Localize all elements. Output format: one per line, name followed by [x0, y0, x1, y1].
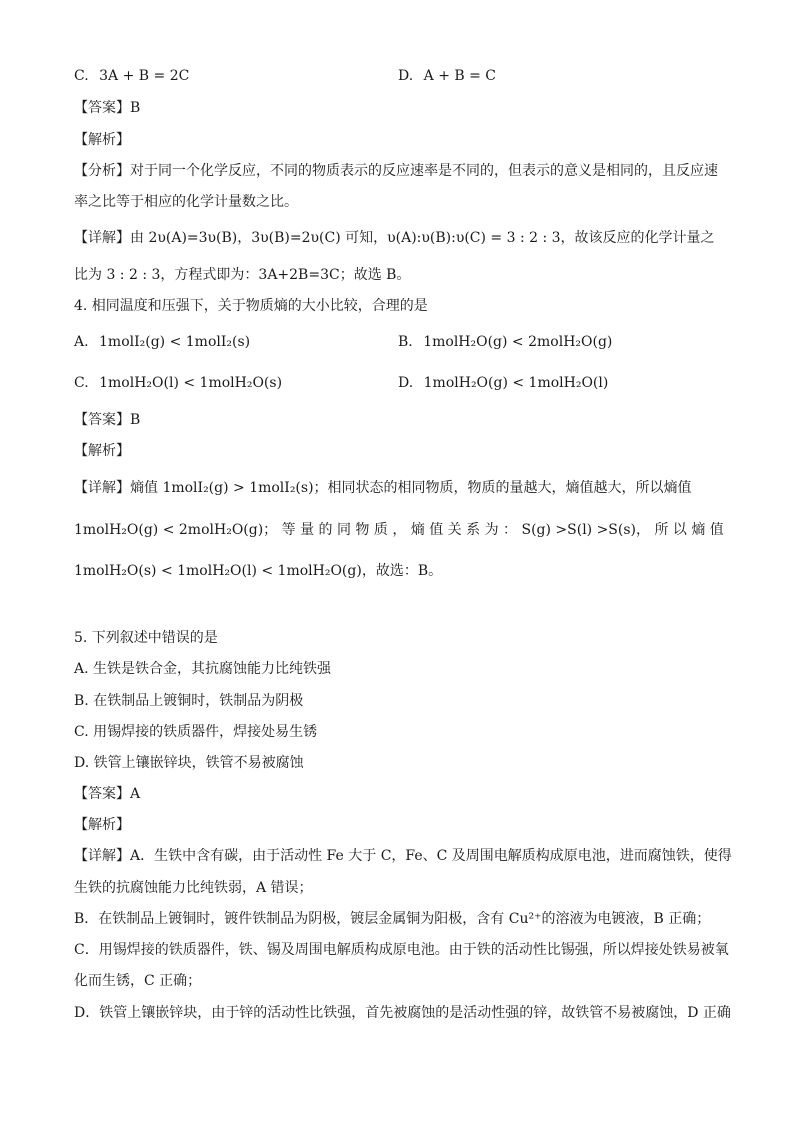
- option-label: D.: [398, 375, 414, 391]
- q5-detail-c2: 化而生锈，C 正确；: [74, 973, 202, 989]
- answer-tag: 【答案】: [74, 100, 130, 116]
- q5-detail-d1: D．铁管上镶嵌锌块，由于锌的活动性比铁强，首先被腐蚀的是活动性强的锌，故铁管不易被腐蚀，D 正确: [74, 1005, 731, 1021]
- detail-tag: 【详解】: [74, 480, 130, 496]
- option-label: D.: [398, 68, 414, 84]
- q5-option-c: C. 用锡焊接的铁质器件，焊接处易生锈: [74, 724, 318, 740]
- q3-option-d: [398, 66, 496, 86]
- detail-tag: 【详解】: [74, 230, 130, 246]
- option-text: 3A + B = 2C: [99, 68, 190, 84]
- q4-detail-line1: [74, 478, 692, 498]
- q4-option-d: [398, 373, 608, 393]
- q4-option-a: [74, 332, 250, 352]
- q4-option-c: [74, 373, 282, 393]
- q5-detail-a2: 生铁的抗腐蚀能力比纯铁弱，A 错误；: [74, 880, 313, 896]
- detail-text: 由 2υ(A)=3υ(B)，3υ(B)=2υ(C) 可知，υ(A):υ(B):υ(C) = 3 : 2 : 3，故该反应的化学计量之: [130, 230, 715, 246]
- q5-answer: [74, 784, 140, 804]
- q5-detail-b1: B．在铁制品上镀铜时，镀件铁制品为阴极，镀层金属铜为阳极，含有 Cu²⁺的溶液为电镀液，B 正确；: [74, 911, 711, 927]
- option-label: B.: [398, 334, 413, 350]
- answer-tag: 【答案】: [74, 412, 130, 428]
- q5-question: 5. 下列叙述中错误的是: [74, 630, 218, 646]
- fenxi-tag: 【分析】: [74, 163, 130, 179]
- q5-option-d: D. 铁管上镶嵌锌块，铁管不易被腐蚀: [74, 755, 304, 771]
- q3-option-c: [74, 66, 189, 86]
- answer-value: B: [130, 100, 141, 116]
- q3-answer: [74, 98, 140, 118]
- detail-text: A．生铁中含有碳，由于活动性 Fe 大于 C，Fe、C 及周围电解质构成原电池，进而腐蚀铁，使得: [130, 848, 732, 864]
- q3-fenxi-line1: [74, 161, 718, 181]
- option-text: 1molH₂O(g) < 1molH₂O(l): [423, 375, 609, 391]
- q4-answer: [74, 410, 140, 430]
- option-label: C.: [74, 68, 89, 84]
- option-label: A.: [74, 334, 89, 350]
- answer-value: B: [130, 412, 141, 428]
- option-text: 1molH₂O(l) < 1molH₂O(s): [99, 375, 283, 391]
- q3-analysis-tag: 【解析】: [74, 132, 130, 148]
- answer-tag: 【答案】: [74, 786, 130, 802]
- q5-detail-a1: [74, 846, 732, 866]
- answer-value: A: [130, 786, 141, 802]
- fenxi-text: 对于同一个化学反应，不同的物质表示的反应速率是不同的，但表示的意义是相同的，且反应速: [130, 163, 718, 179]
- q4-detail-line3: 1molH₂O(s) < 1molH₂O(l) < 1molH₂O(g)，故选：B。: [74, 563, 443, 579]
- detail-tag: 【详解】: [74, 848, 130, 864]
- q5-analysis-tag: 【解析】: [74, 817, 130, 833]
- q5-option-a: A. 生铁是铁合金，其抗腐蚀能力比纯铁强: [74, 661, 332, 677]
- q3-detail-line1: [74, 228, 715, 248]
- q3-detail-line2: 比为 3 : 2 : 3，方程式即为：3A+2B=3C；故选 B。: [74, 267, 411, 283]
- detail-text: 熵值 1molI₂(g) > 1molI₂(s)；相同状态的相同物质，物质的量越大，熵值越大，所以熵值: [130, 480, 692, 496]
- option-text: 1molI₂(g) < 1molI₂(s): [99, 334, 251, 350]
- q4-question: 4. 相同温度和压强下，关于物质熵的大小比较，合理的是: [74, 298, 428, 314]
- q5-option-b: B. 在铁制品上镀铜时，铁制品为阴极: [74, 693, 304, 709]
- option-text: 1molH₂O(g) < 2molH₂O(g): [423, 334, 613, 350]
- q4-option-b: [398, 332, 612, 352]
- option-label: C.: [74, 375, 89, 391]
- q3-fenxi-line2: 率之比等于相应的化学计量数之比。: [74, 194, 298, 210]
- q4-detail-line2: 1molH₂O(g) < 2molH₂O(g)； 等 量 的 同 物 质 ， 熵 值 关 系 为 ： S(g) >S(l) >S(s)， 所 以 熵 值: [74, 522, 724, 538]
- option-text: A + B = C: [423, 68, 497, 84]
- q4-analysis-tag: 【解析】: [74, 443, 130, 459]
- q5-detail-c1: C．用锡焊接的铁质器件，铁、锡及周围电解质构成原电池。由于铁的活动性比锡强，所以焊接处铁易被氧: [74, 942, 729, 958]
